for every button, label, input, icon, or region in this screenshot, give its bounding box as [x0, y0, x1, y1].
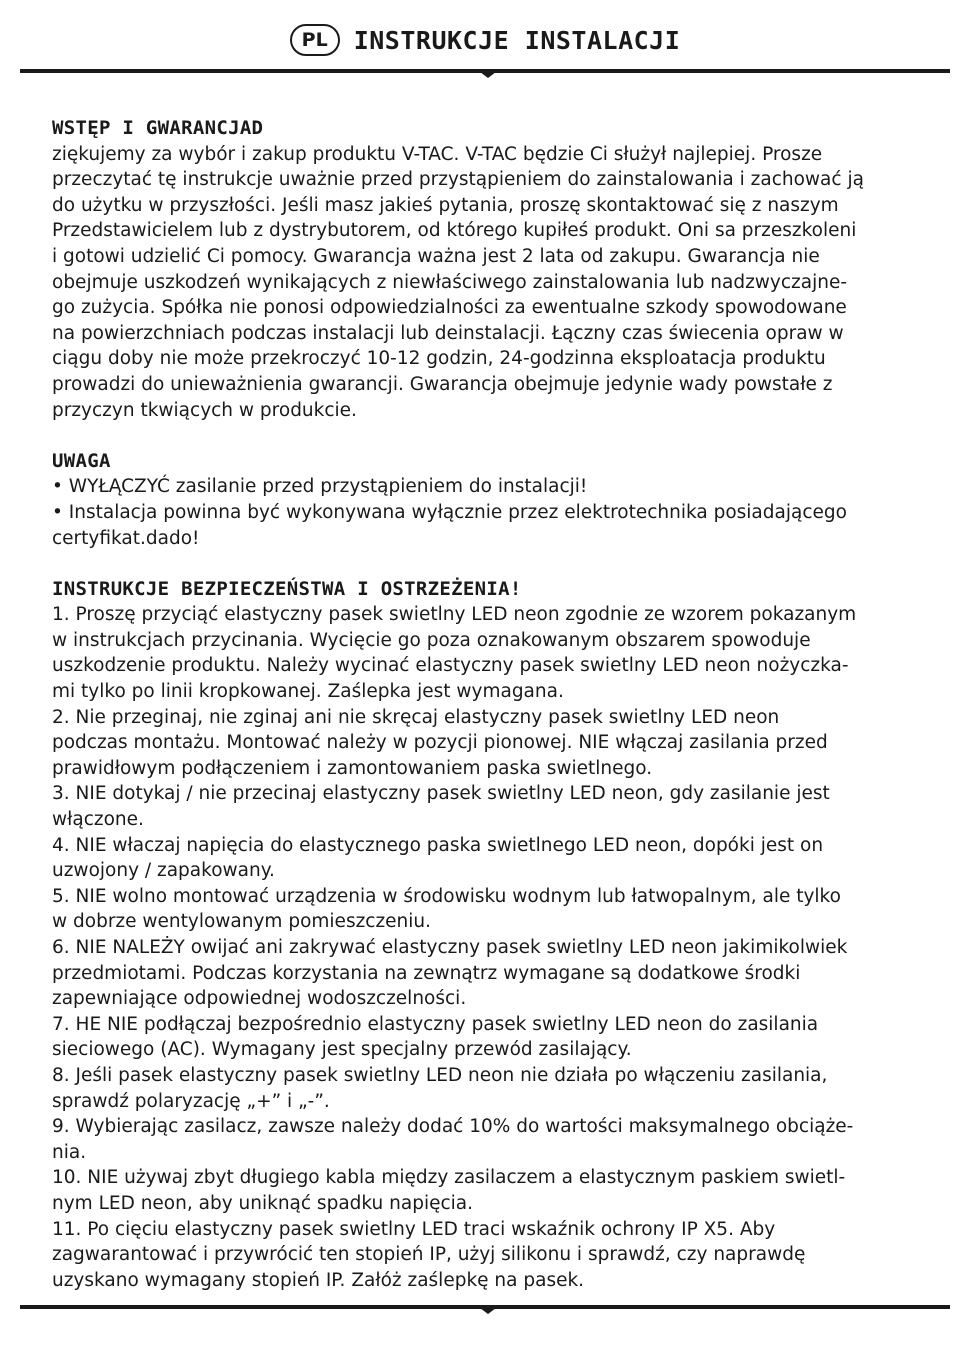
text-line: 10. NIE używaj zbyt długiego kabla między zasilaczem a elastycznym paskiem swietl-	[52, 1167, 846, 1189]
text-line: podczas montażu. Montować należy w pozycji pionowej. NIE włączaj zasilania przed	[52, 732, 828, 754]
text-line: 1. Proszę przyciąć elastyczny pasek swietlny LED neon zgodnie ze wzorem pokazanym	[52, 604, 857, 626]
text-line: w instrukcjach przycinania. Wycięcie go poza oznakowanym obszarem spowoduje	[52, 629, 811, 651]
text-line: 7. HE NIE podłączaj bezpośrednio elastyczny pasek swietlny LED neon do zasilania	[52, 1013, 819, 1035]
text-line: uzwojony / zapakowany.	[52, 860, 275, 882]
text-line: ziękujemy za wybór i zakup produktu V-TAC. V-TAC będzie Ci służył najlepiej. Prosze	[52, 143, 823, 165]
section-spacer	[52, 423, 942, 449]
intro-section	[52, 116, 942, 423]
warning-section	[52, 449, 942, 551]
text-line: w dobrze wentylowanym pomieszczeniu.	[52, 911, 432, 933]
text-line: 5. NIE wolno montować urządzenia w środowisku wodnym lub łatwopalnym, ale tylko	[52, 885, 841, 907]
text-line: zapewniające odpowiednej wodoszczelności.	[52, 988, 467, 1010]
text-line: prawidłowym podłączeniem i zamontowaniem paska swietlnego.	[52, 757, 653, 779]
text-line: 4. NIE właczaj napięcia do elastycznego paska swietlnego LED neon, dopóki jest on	[52, 834, 824, 856]
text-line: do użytku w przyszłości. Jeśli masz jakieś pytania, proszę skontaktować się z naszym	[52, 194, 839, 216]
text-line: mi tylko po linii kropkowanej. Zaślepka jest wymagana.	[52, 681, 564, 703]
text-line: sieciowego (AC). Wymagany jest specjalny przewód zasilający.	[52, 1039, 632, 1061]
text-line: 6. NIE NALEŻY owijać ani zakrywać elastyczny pasek swietlny LED neon jakimikolwiek	[52, 937, 848, 958]
text-line: • Instalacja powinna być wykonywana wyłącznie przez elektrotechnika posiadającego	[52, 501, 847, 523]
text-line: na powierzchniach podczas instalacji lub deinstalacji. Łączny czas świecenia opraw w	[52, 322, 844, 344]
page-title: INSTRUKCJE INSTALACJI	[353, 25, 681, 55]
text-line: ciągu doby nie może przekroczyć 10-12 godzin, 24-godzinna eksploatacja produktu	[52, 348, 826, 370]
text-line: 8. Jeśli pasek elastyczny pasek swietlny LED neon nie działa po włączeniu zasilania,	[52, 1064, 828, 1086]
text-line: 11. Po cięciu elastyczny pasek swietlny LED traci wskaźnik ochrony IP X5. Aby	[52, 1218, 776, 1240]
text-line: przyczyn tkwiących w produkcie.	[52, 399, 357, 421]
text-line: certyfikat.dado!	[52, 527, 200, 549]
bottom-divider-notch	[480, 1308, 496, 1314]
page-header	[0, 20, 970, 60]
text-line: przeczytać tę instrukcje uważnie przed przystąpieniem do zainstalowania i zachować ją	[52, 169, 864, 191]
top-divider-notch	[480, 72, 496, 78]
text-line: 2. Nie przeginaj, nie zginaj ani nie skręcaj elastyczny pasek swietlny LED neon	[52, 706, 780, 728]
text-line: uszkodzenie produktu. Należy wycinać elastyczny pasek swietlny LED neon nożyczka-	[52, 655, 849, 677]
document-body	[52, 116, 942, 1293]
text-line: Przedstawicielem lub z dystrybutorem, od którego kupiłeś produkt. Oni sa przeszkoleni	[52, 220, 857, 242]
header-inner	[290, 24, 681, 56]
safety-paragraph	[52, 602, 942, 1293]
intro-heading: WSTĘP I GWARANCJAD	[52, 117, 264, 139]
text-line: nia.	[52, 1141, 87, 1163]
warning-heading: UWAGA	[52, 449, 111, 472]
text-line: sprawdź polaryzację „+” i „-”.	[52, 1090, 330, 1112]
text-line: obejmuje uszkodzeń wynikających z niewłaściwego zainstalowania lub nadzwyczajne-	[52, 271, 848, 293]
text-line: uzyskano wymagany stopień IP. Załóż zaślepkę na pasek.	[52, 1269, 585, 1291]
text-line: włączone.	[52, 809, 144, 831]
text-line: 9. Wybierając zasilacz, zawsze należy dodać 10% do wartości maksymalnego obciąże-	[52, 1116, 854, 1138]
text-line: prowadzi do unieważnienia gwarancji. Gwarancja obejmuje jedynie wady powstałe z	[52, 373, 833, 395]
text-line: i gotowi udzielić Ci pomocy. Gwarancja ważna jest 2 lata od zakupu. Gwarancja nie	[52, 245, 820, 267]
safety-heading: INSTRUKCJE BEZPIECZEŃSTWA I OSTRZEŻENIA!	[52, 577, 522, 600]
text-line: przedmiotami. Podczas korzystania na zewnątrz wymagane są dodatkowe środki	[52, 962, 801, 984]
text-line: 3. NIE dotykaj / nie przecinaj elastyczny pasek swietlny LED neon, gdy zasilanie jest	[52, 783, 830, 805]
warning-paragraph	[52, 474, 942, 551]
text-line: nym LED neon, aby uniknąć spadku napięcia.	[52, 1192, 474, 1214]
text-line: go zużycia. Spółka nie ponosi odpowiedzialności za ewentualne szkody spowodowane	[52, 297, 847, 319]
section-spacer	[52, 551, 942, 577]
intro-paragraph	[52, 142, 942, 424]
language-badge: PL	[290, 24, 340, 56]
safety-section	[52, 577, 942, 1294]
text-line: • WYŁĄCZYĆ zasilanie przed przystąpieniem do instalacji!	[52, 476, 588, 498]
text-line: zagwarantować i przywrócić ten stopień IP, użyj silikonu i sprawdź, czy naprawdę	[52, 1244, 806, 1266]
